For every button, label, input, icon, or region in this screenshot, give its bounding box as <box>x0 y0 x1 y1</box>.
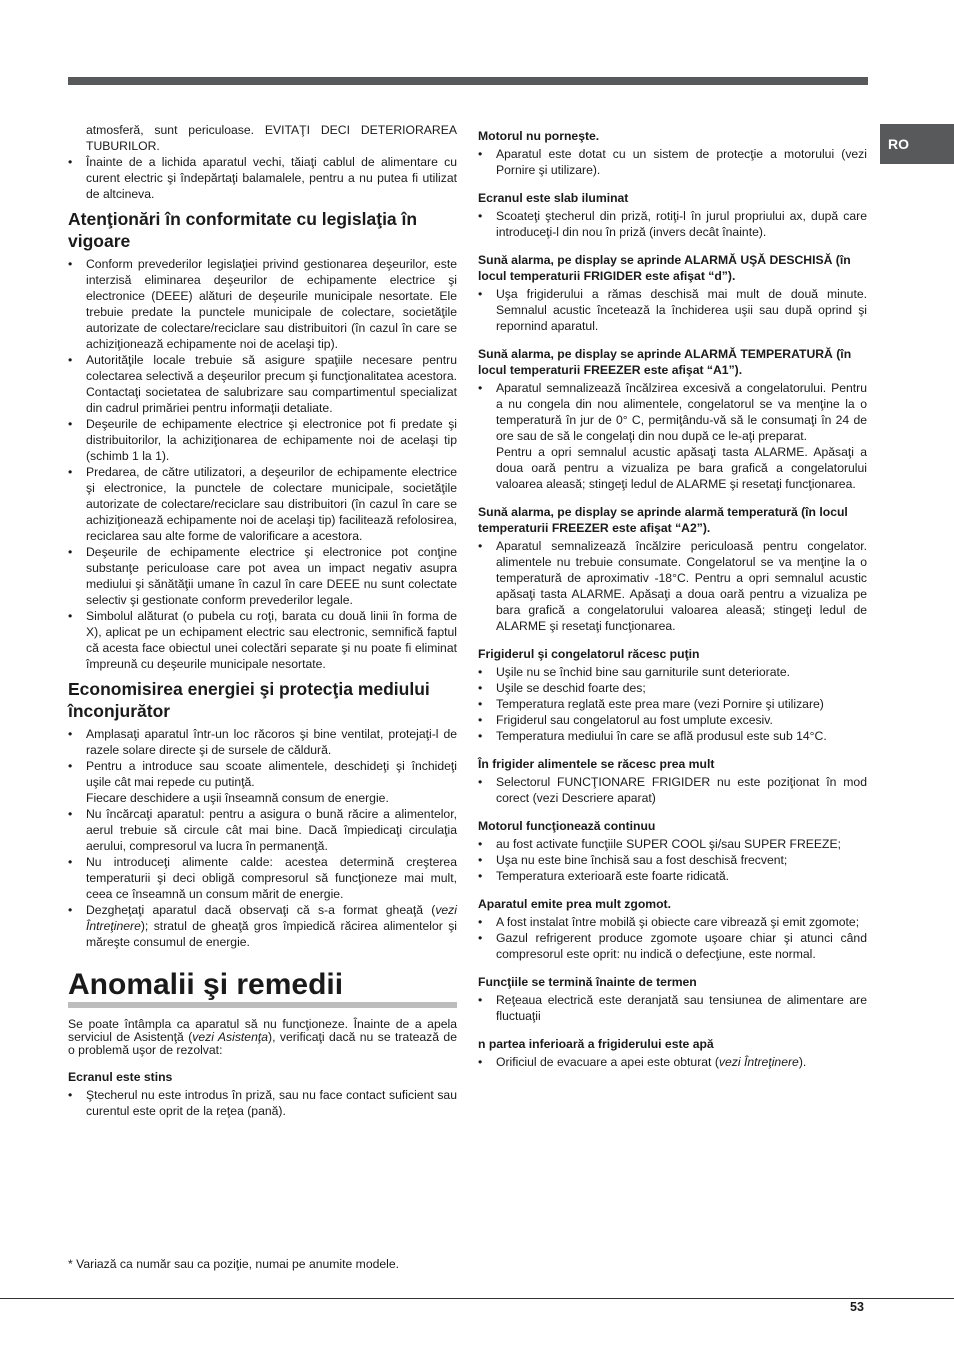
problem-title: În frigider alimentele se răcesc prea mult <box>478 757 715 771</box>
list-item: • Înainte de a lichida aparatul vechi, tăiaţi cablul de alimentare cu curent electric şi îndepărtaţi balamalele, pentru a nu putea fi utilizat de altcineva. <box>68 154 457 202</box>
problem-list <box>478 538 867 634</box>
problem-list <box>478 146 867 178</box>
list-item: • A fost instalat între mobilă şi obiecte care vibrează şi emit zgomote; <box>478 914 867 930</box>
list-item-text: ); stratul de gheaţă gros împiedică răcirea alimentelor şi măreşte consumul de energie. <box>86 919 457 949</box>
problem-list <box>478 664 867 744</box>
list-item: • Temperatura exterioară este foarte ridicată. <box>478 868 867 884</box>
chapter-intro <box>68 1018 457 1057</box>
energy-list <box>68 726 457 950</box>
footnote: * Variază ca număr sau ca poziţie, numai pe anumite modele. <box>68 1257 400 1271</box>
problem-title: Sună alarma, pe display se aprinde ALARMĂ TEMPERATURĂ (în locul temperaturii FREEZER este afişat “A1”). <box>478 347 852 377</box>
list-item-text: Pentru a introduce sau scoate alimentele, deschideţi şi închideţi uşile cât mai repede cu putinţă. <box>86 759 457 789</box>
list-item <box>68 902 457 950</box>
cross-reference: vezi Asistenţa <box>192 1030 269 1044</box>
list-item: • Uşa nu este bine închisă sau a fost deschisă frecvent; <box>478 852 867 868</box>
problem-list <box>478 836 867 884</box>
list-item <box>68 758 457 806</box>
legislation-list <box>68 256 457 672</box>
problem-list <box>478 286 867 334</box>
list-item: • Temperatura reglată este prea mare (vezi Pornire şi utilizare) <box>478 696 867 712</box>
list-item-text: Orificiul de evacuare a apei este obturat ( <box>496 1055 719 1069</box>
list-item <box>478 1054 867 1070</box>
list-item: • Gazul refrigerent produce zgomote uşoare chiar şi atunci când compresorul este oprit: nu indică o defecţiune, este normal. <box>478 930 867 962</box>
intro-text: ), verificaţi dacă nu se tratează de o problemă uşor de rezolvat: <box>68 1030 457 1057</box>
list-item-text: Aparatul semnalizează încălzirea excesivă a congelatorului. Pentru a nu congela din nou alimentele, congelatorul se va menţine la o temperatură în jur de 0° C, permiţându-vă să le consumaţi în 24 de ore sau de să le congelaţi din nou după ce le-aţi preparat. <box>496 381 867 443</box>
problem-title: Motorul funcţionează continuu <box>478 819 656 833</box>
list-item: • Frigiderul sau congelatorul au fost umplute excesiv. <box>478 712 867 728</box>
intro-text: Se poate întâmpla ca aparatul să nu funcţioneze. Înainte de a apela serviciul de Asistenţă ( <box>68 1017 457 1044</box>
cross-reference: vezi Întreţinere <box>718 1055 799 1069</box>
problem-title: Aparatul emite prea mult zgomot. <box>478 897 671 911</box>
list-item: • Nu încărcaţi aparatul: pentru a asigura o bună răcire a alimentelor, aerul trebuie să circule cât mai bine. Dacă împiedicaţi circulaţia aerului, compresorul va lucra în permanenţă. <box>68 806 457 854</box>
list-item: • Ştecherul nu este introdus în priză, sau nu face contact suficient sau curentul este oprit de la reţea (pană). <box>68 1087 457 1119</box>
chapter-title: Anomalii şi remedii <box>68 968 457 1008</box>
top-rule <box>68 77 868 85</box>
list-item: • Simbolul alăturat (o pubela cu roţi, barata cu două linii în forma de X), aplicat pe un echipament electric sau electronic, semnifică faptul că acesta face obiectul unei colectări separate şi nu poate fi eliminat împreună cu deşeurile municipale nesortate. <box>68 608 457 672</box>
list-item: • Deşeurile de echipamente electrice şi electronice pot conţine substanţe periculoase care pot avea un impact negativ asupra mediului şi sănătăţii umane în cazul în care DEEE nu sunt colectate selectiv şi gestionate conform prevederilor legale. <box>68 544 457 608</box>
problem-title: Frigiderul şi congelatorul răcesc puţin <box>478 647 700 661</box>
list-item: • au fost activate funcţiile SUPER COOL şi/sau SUPER FREEZE; <box>478 836 867 852</box>
problem-title: Sună alarma, pe display se aprinde ALARMĂ UŞĂ DESCHISĂ (în locul temperaturii FRIGIDER este afişat “d”). <box>478 253 851 283</box>
list-item: • Aparatul semnalizează încălzire periculoasă pentru congelator. alimentele nu trebuie consumate. Congelatorul se va menţine la o temperatură de aproximativ -18°C. Pentru a opri semnalul acustic apăsaţi tasta ALARME. Apăsaţi a doua oară pentru a vizualiza pe bara grafică a congelatorului valoarea aleasă; stingeţi ledul de ALARME şi resetaţi funcţionarea. <box>478 538 867 634</box>
list-item: • Nu introduceţi alimente calde: acestea determină creşterea temperaturii şi deci obligă compresorul să funcţioneze mai mult, ceea ce înseamnă un consum mărit de energie. <box>68 854 457 902</box>
list-item <box>478 380 867 492</box>
list-item: • Uşa frigiderului a rămas deschisă mai mult de două minute. Semnalul acustic încetează la închiderea uşii sau după oprind şi repornind aparatul. <box>478 286 867 334</box>
problem-list <box>478 914 867 962</box>
bottom-rule <box>0 1298 954 1299</box>
problem-title: Ecranul este stins <box>68 1070 173 1084</box>
list-item: • Autorităţile locale trebuie să asigure spaţiile necesare pentru colectarea selectivă a deşeurilor precum şi funcţionalitatea acestora. Contactaţi societatea de salubrizare sau compartimentul specializat din cadrul primăriei pentru informaţii detaliate. <box>68 352 457 416</box>
problem-list <box>478 380 867 492</box>
problem-title: Motorul nu porneşte. <box>478 129 600 143</box>
problem-title: n partea inferioară a frigiderului este apă <box>478 1037 714 1051</box>
page-number: 53 <box>850 1300 864 1314</box>
list-item: • Temperatura mediului în care se află produsul este sub 14°C. <box>478 728 867 744</box>
list-item: • Predarea, de către utilizatori, a deşeurilor de echipamente electrice şi electronice, la punctele de colectare municipale, societăţile autorizate de colectare/reciclare sau distribuitori (în cazul în care se achiziţionează echipamente noi de acelaşi tip) facilitează refolosirea, reciclarea sau alte forme de valorificare a acestora. <box>68 464 457 544</box>
list-item: • Aparatul este dotat cu un sistem de protecţie a motorului (vezi Pornire şi utilizare). <box>478 146 867 178</box>
list-item-continuation: Fiecare deschidere a uşii înseamnă consum de energie. <box>86 791 389 805</box>
left-column <box>68 122 457 1119</box>
problem-list <box>478 774 867 806</box>
problem-list <box>478 208 867 240</box>
list-item: • Selectorul FUNCŢIONARE FRIGIDER nu este poziţionat în mod corect (vezi Descriere aparat) <box>478 774 867 806</box>
list-item: • Amplasaţi aparatul într-un loc răcoros şi bine ventilat, protejaţi-l de razele solare directe şi de sursele de căldură. <box>68 726 457 758</box>
list-item: • Conform prevederilor legislaţiei privind gestionarea deşeurilor, este interzisă eliminarea deşeurilor de echipamente electrice şi electronice (DEEE) alături de deşeurile municipale nesortate. Ele trebuie predate la punctele municipale de colectare, societăţile autorizate de colectare/reciclare sau distribuitori (în cazul în care se achiziţionează echipamente noi de acelaşi tip). <box>68 256 457 352</box>
list-item: • Uşile nu se închid bine sau garniturile sunt deteriorate. <box>478 664 867 680</box>
problem-list <box>478 992 867 1024</box>
problem-title: Funcţiile se termină înainte de termen <box>478 975 697 989</box>
list-item: • Uşile se deschid foarte des; <box>478 680 867 696</box>
intro-list <box>68 154 457 202</box>
problem-title: Sună alarma, pe display se aprinde alarmă temperatură (în locul temperaturii FREEZER este afişat “A2”). <box>478 505 848 535</box>
list-item-text: Dezgheţaţi aparatul dacă observaţi că s-a format gheaţă ( <box>86 903 436 917</box>
right-column <box>478 122 867 1070</box>
language-tab: RO <box>880 124 954 164</box>
list-item-continuation: Pentru a opri semnalul acustic apăsaţi tasta ALARME. Apăsaţi a doua oară pentru a vizualiza pe bara grafică a congelatorului valoarea aleasă; stingeţi ledul de ALARME şi resetaţi funcţionarea. <box>496 445 867 491</box>
problem-list <box>68 1087 457 1119</box>
section-heading-legislation: Atenţionări în conformitate cu legislaţia în vigoare <box>68 209 418 251</box>
cross-reference: vezi Întreţinere <box>86 903 457 933</box>
list-item-text: ). <box>798 1055 807 1069</box>
problem-list <box>478 1054 867 1070</box>
intro-continuation: atmosferă, sunt periculoase. EVITAŢI DECI DETERIORAREA TUBURILOR. <box>86 123 457 153</box>
list-item: • Deşeurile de echipamente electrice şi electronice pot fi predate şi distribuitorilor, la achiziţionarea de echipamente noi de acelaşi tip (schimb 1 la 1). <box>68 416 457 464</box>
list-item: • Reţeaua electrică este deranjată sau tensiunea de alimentare are fluctuaţii <box>478 992 867 1024</box>
list-item: • Scoateţi ştecherul din priză, rotiţi-l în jurul propriului ax, după care introduceţi-l din nou în priză (invers decât înainte). <box>478 208 867 240</box>
section-heading-energy: Economisirea energiei şi protecţia mediului înconjurător <box>68 679 430 721</box>
problem-title: Ecranul este slab iluminat <box>478 191 629 205</box>
